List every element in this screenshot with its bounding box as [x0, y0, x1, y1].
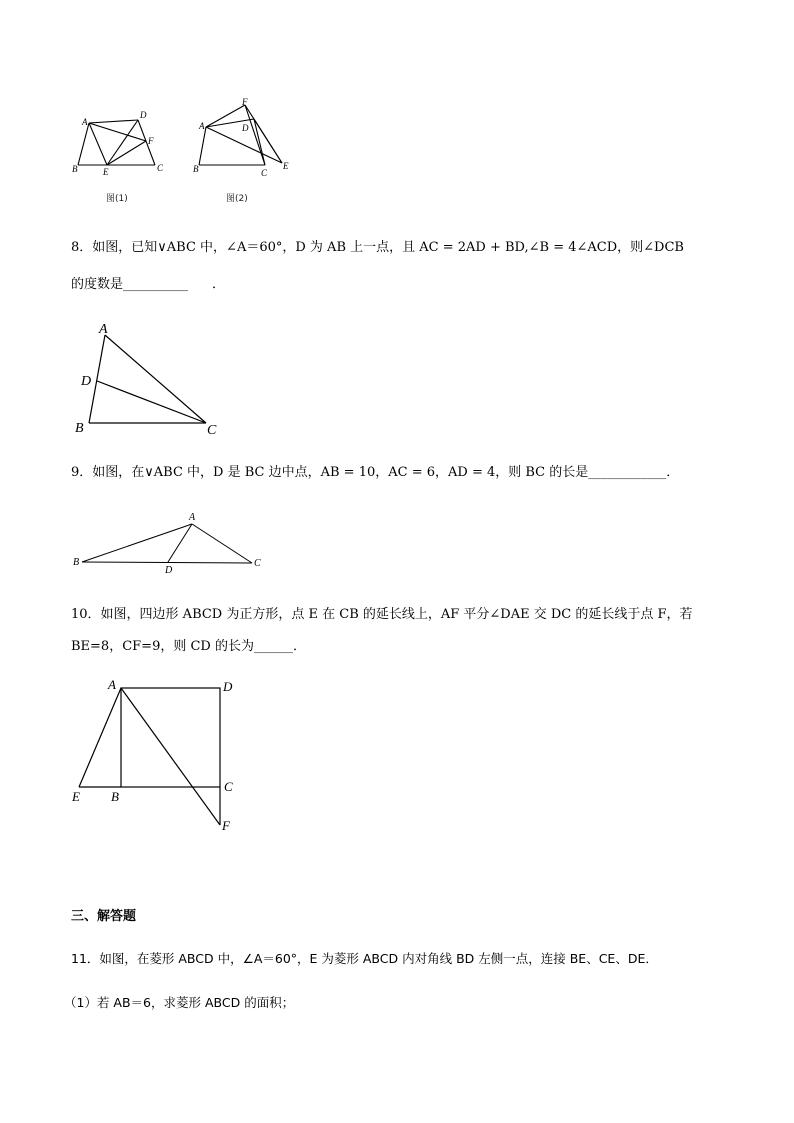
q10-line2-text: BE=8，CF=9，则 CD 的长为	[71, 639, 254, 654]
q8-label-D: D	[81, 374, 92, 389]
figure-2	[190, 97, 300, 182]
q8-figure	[70, 318, 230, 440]
q10-label-E: E	[72, 789, 80, 804]
fig1-label-F: F	[148, 136, 154, 146]
q8-line2-text: 的度数是	[71, 277, 124, 292]
q9-label-A: A	[189, 512, 196, 523]
fig2-label-A: A	[199, 121, 205, 131]
fig1-label-A: A	[82, 117, 88, 127]
q9-end: ．	[666, 465, 680, 480]
fig2-label-F: F	[242, 97, 248, 107]
q8-line2	[71, 276, 225, 294]
q10-label-B: B	[111, 789, 119, 804]
q8-label-C: C	[207, 423, 217, 438]
q11-text: 11．如图，在菱形 ABCD 中，∠A＝60°，E 为菱形 ABCD 内对角线 BD 左侧一点，连接 BE、CE、DE．	[71, 951, 658, 966]
q9-label-D: D	[165, 565, 173, 576]
section-title: 三、解答题	[71, 909, 137, 924]
q11-part1: （1）若 AB＝6，求菱形 ABCD 的面积；	[64, 995, 295, 1010]
q8-label-B: B	[75, 421, 84, 436]
q10-line2	[71, 638, 306, 656]
figure-1	[70, 105, 180, 185]
q9-text: 9．如图，在∨ABC 中，D 是 BC 边中点，AB = 10，AC = 6，AD = 4，则 BC 的长是	[71, 465, 589, 480]
q10-end: ．	[292, 639, 306, 654]
q9-answer-blank[interactable]: ____________	[588, 465, 667, 480]
fig2-caption: 图(2)	[226, 194, 248, 204]
q10-label-F: F	[222, 818, 230, 833]
q10-label-A: A	[108, 677, 116, 692]
fig1-caption: 图(1)	[106, 194, 128, 204]
q9-label-B: B	[73, 557, 80, 568]
q8-answer-blank[interactable]: __________	[123, 277, 189, 292]
q10-answer-blank[interactable]: ______	[253, 639, 293, 654]
q9-figure	[70, 508, 270, 576]
fig2-label-E: E	[283, 161, 289, 171]
fig2-label-D: D	[242, 123, 249, 133]
fig2-label-B: B	[193, 164, 199, 174]
q9-line	[71, 464, 679, 482]
q10-figure	[68, 674, 248, 840]
fig2-label-C: C	[261, 168, 268, 178]
q9-label-C: C	[254, 558, 261, 569]
q8-label-A: A	[99, 322, 108, 337]
fig1-label-B: B	[72, 164, 78, 174]
q10-label-C: C	[224, 779, 233, 794]
fig1-label-D: D	[140, 110, 147, 120]
fig1-label-E: E	[103, 167, 109, 177]
q8-line1: 8．如图，已知∨ABC 中，∠A＝60°，D 为 AB 上一点，且 AC = 2AD + BD,∠B = 4∠ACD，则∠DCB	[71, 240, 684, 255]
q8-end: ．	[212, 277, 226, 292]
fig1-label-C: C	[157, 163, 164, 173]
q10-line1: 10．如图，四边形 ABCD 为正方形，点 E 在 CB 的延长线上，AF 平分∠DAE 交 DC 的延长线于点 F，若	[71, 607, 693, 622]
q10-label-D: D	[223, 679, 233, 694]
